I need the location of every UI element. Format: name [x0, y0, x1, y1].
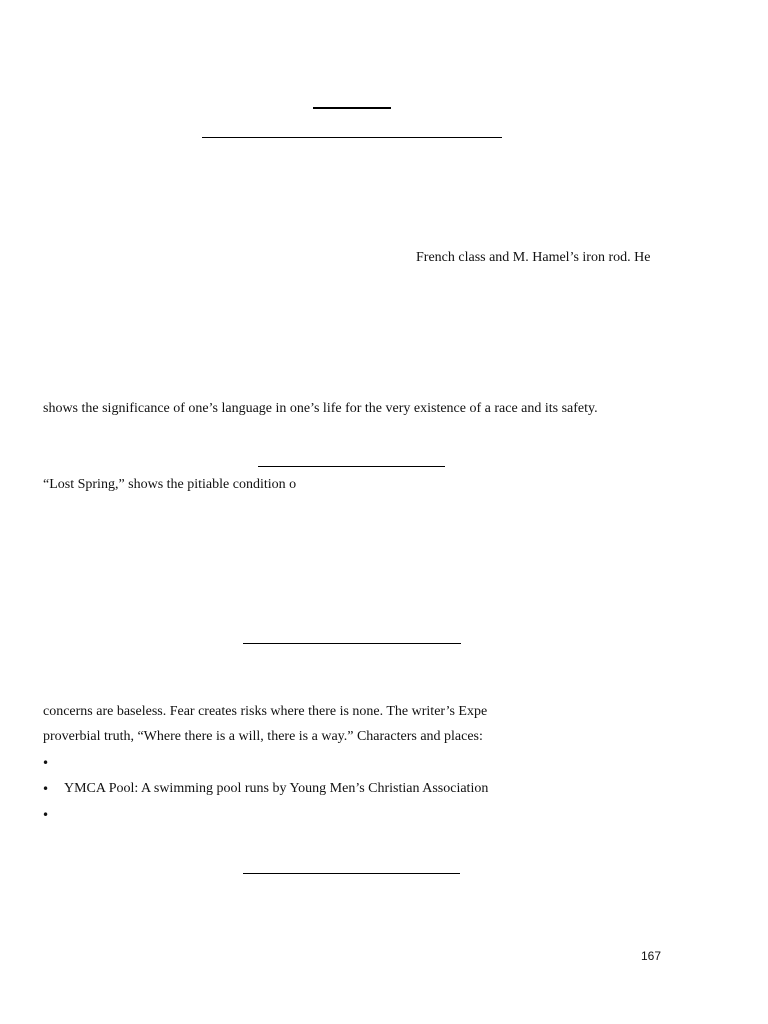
- section-heading-underline-1: [258, 466, 445, 467]
- page-number: 167: [641, 949, 662, 963]
- bullet-marker: •: [42, 808, 50, 822]
- section-heading-underline-2: [243, 643, 461, 644]
- concerns-line: concerns are baseless. Fear creates risks where there is none. The writer’s Expe: [43, 704, 488, 719]
- lost-spring-line: “Lost Spring,” shows the pitiable condition o: [43, 477, 297, 492]
- title-underline: [313, 107, 391, 109]
- bullet-marker: •: [42, 756, 50, 770]
- language-significance-line: shows the significance of one’s language in one’s life for the very existence of a race and its safety.: [43, 401, 598, 416]
- bullet-item-text: YMCA Pool: A swimming pool runs by Young Men’s Christian Association: [64, 781, 489, 796]
- subtitle-underline: [202, 137, 502, 138]
- bullet-marker: •: [42, 782, 50, 796]
- french-class-line: French class and M. Hamel’s iron rod. He: [416, 250, 651, 265]
- proverbial-line: proverbial truth, “Where there is a will, there is a way.” Characters and places:: [43, 729, 483, 744]
- section-heading-underline-3: [243, 873, 460, 874]
